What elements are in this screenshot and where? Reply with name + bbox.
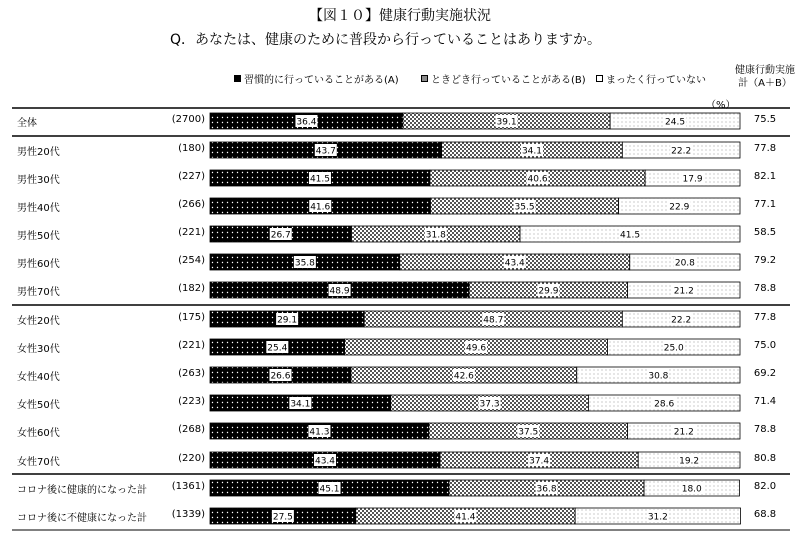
row-total: 77.8 (753, 312, 777, 323)
sample-size: (223) (178, 396, 205, 407)
data-label: 43.7 (315, 146, 336, 157)
chart-title: 【図１０】健康行動実施状況 (309, 8, 491, 24)
category-label: 男性60代 (17, 259, 60, 270)
data-label: 34.1 (290, 399, 311, 410)
category-label: 全体 (17, 118, 37, 129)
row-total: 75.0 (753, 340, 777, 351)
category-label: 女性70代 (17, 457, 60, 468)
sample-size: (268) (178, 424, 205, 435)
data-label: 22.9 (669, 202, 690, 213)
data-label: 20.8 (674, 258, 695, 269)
chart-question: Q．あなたは、健康のために普段から行っていることはありますか。 (170, 32, 602, 48)
category-label: 女性50代 (17, 400, 60, 411)
row-total: 77.1 (753, 199, 777, 210)
row-total: 78.8 (753, 424, 777, 435)
data-label: 24.5 (665, 117, 686, 128)
data-label: 34.1 (521, 146, 542, 157)
data-label: 25.4 (267, 343, 288, 354)
category-label: 男性20代 (17, 147, 60, 158)
unit-label: （%） (706, 100, 736, 111)
data-label: 31.8 (425, 230, 446, 241)
row-total: 80.8 (753, 453, 777, 464)
row-total: 79.2 (753, 255, 777, 266)
category-label: 女性20代 (17, 316, 60, 327)
legend-label-a: 習慣的に行っていることがある(A) (244, 75, 399, 86)
category-label: コロナ後に健康的になった計 (17, 485, 147, 496)
data-label: 30.8 (648, 371, 669, 382)
category-label: 男性50代 (17, 231, 60, 242)
sample-size: (254) (178, 255, 205, 266)
data-label: 39.1 (496, 117, 517, 128)
category-label: 女性40代 (17, 372, 60, 383)
category-label: 男性70代 (17, 287, 60, 298)
row-total: 71.4 (753, 396, 777, 407)
data-label: 43.4 (314, 456, 336, 467)
sample-size: (221) (178, 340, 205, 351)
category-label: 男性30代 (17, 175, 60, 186)
data-label: 37.5 (518, 427, 539, 438)
data-label: 29.1 (277, 315, 298, 326)
legend-label-c: まったく行っていない (606, 75, 706, 86)
data-label: 35.5 (514, 202, 535, 213)
sample-size: (220) (178, 453, 205, 464)
row-total: 69.2 (753, 368, 777, 379)
data-label: 26.6 (270, 371, 291, 382)
row-total: 68.8 (753, 509, 777, 520)
data-label: 26.7 (270, 230, 291, 241)
data-label: 21.2 (673, 286, 694, 297)
sample-size: (2700) (171, 114, 205, 125)
category-label: 女性30代 (17, 344, 60, 355)
total-header: 健康行動実施計（A＋B） (735, 65, 795, 89)
data-label: 19.2 (679, 456, 700, 467)
sample-size: (221) (178, 227, 205, 238)
data-label: 21.2 (673, 427, 694, 438)
data-label: 43.4 (504, 258, 525, 269)
data-label: 18.0 (681, 484, 702, 495)
sample-size: (266) (178, 199, 205, 210)
legend-label-b: ときどき行っていることがある(B) (431, 75, 586, 86)
data-label: 42.6 (453, 371, 474, 382)
data-label: 41.5 (309, 174, 330, 185)
category-label: 女性60代 (17, 428, 60, 439)
sample-size: (180) (178, 143, 205, 154)
sample-size: (1361) (171, 481, 205, 492)
data-label: 48.7 (483, 315, 504, 326)
data-label: 22.2 (671, 146, 692, 157)
data-label: 41.4 (455, 512, 476, 523)
data-label: 22.2 (671, 315, 692, 326)
data-label: 49.6 (466, 343, 487, 354)
row-total: 77.8 (753, 143, 777, 154)
row-total: 75.5 (753, 114, 777, 125)
sample-size: (227) (178, 171, 205, 182)
row-total: 58.5 (753, 227, 777, 238)
data-label: 36.4 (296, 117, 317, 128)
data-label: 35.8 (294, 258, 315, 269)
sample-size: (1339) (171, 509, 205, 520)
row-total: 78.8 (753, 283, 777, 294)
data-label: 17.9 (682, 174, 703, 185)
data-label: 28.6 (654, 399, 675, 410)
data-label: 45.1 (319, 484, 340, 495)
data-label: 31.2 (647, 512, 668, 523)
data-label: 37.3 (479, 399, 500, 410)
data-label: 25.0 (663, 343, 684, 354)
data-label: 41.5 (620, 230, 641, 241)
data-label: 29.9 (538, 286, 559, 297)
data-label: 37.4 (529, 456, 550, 467)
sample-size: (263) (178, 368, 205, 379)
row-total: 82.0 (753, 481, 777, 492)
sample-size: (182) (178, 283, 205, 294)
sample-size: (175) (178, 312, 205, 323)
row-total: 82.1 (753, 171, 777, 182)
data-label: 40.6 (527, 174, 548, 185)
data-label: 41.3 (309, 427, 330, 438)
data-label: 41.6 (310, 202, 331, 213)
data-label: 48.9 (329, 286, 350, 297)
category-label: コロナ後に不健康になった計 (17, 513, 147, 524)
category-label: 男性40代 (17, 203, 60, 214)
data-label: 36.8 (536, 484, 557, 495)
data-label: 27.5 (272, 512, 293, 523)
